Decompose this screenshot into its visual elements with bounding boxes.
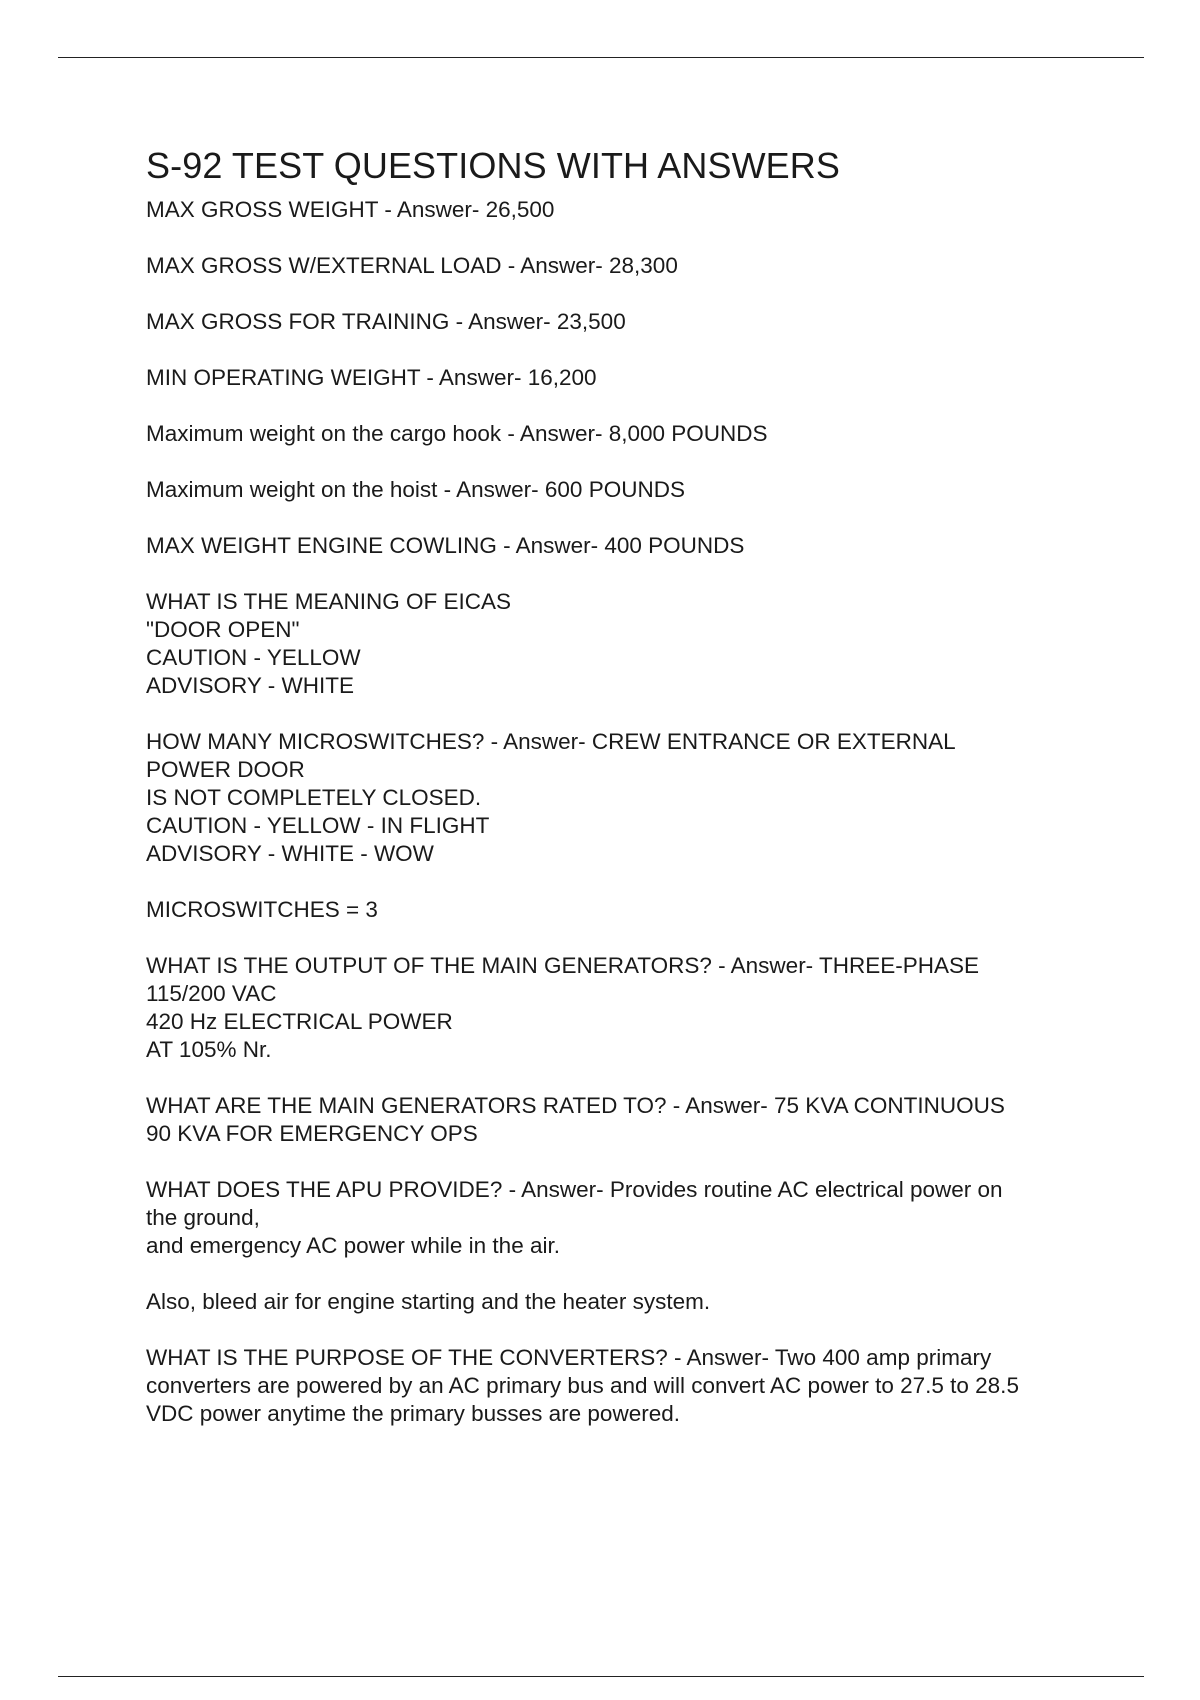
qa-line: WHAT IS THE PURPOSE OF THE CONVERTERS? - Answer- Two 400 amp primary xyxy=(146,1345,992,1370)
qa-line: MAX GROSS WEIGHT - Answer- 26,500 xyxy=(146,197,555,222)
qa-entry xyxy=(146,420,1096,448)
qa-entry xyxy=(146,1288,1096,1316)
qa-line: MAX GROSS FOR TRAINING - Answer- 23,500 xyxy=(146,309,626,334)
document-body xyxy=(146,138,1096,1456)
qa-entry xyxy=(146,896,1096,924)
qa-line: MICROSWITCHES = 3 xyxy=(146,897,378,922)
qa-line: "DOOR OPEN" xyxy=(146,617,300,642)
qa-line: MAX WEIGHT ENGINE COWLING - Answer- 400 POUNDS xyxy=(146,533,745,558)
qa-line: Maximum weight on the hoist - Answer- 600 POUNDS xyxy=(146,477,685,502)
qa-line: WHAT IS THE OUTPUT OF THE MAIN GENERATORS? - Answer- THREE-PHASE xyxy=(146,953,980,978)
qa-line: 420 Hz ELECTRICAL POWER xyxy=(146,1009,453,1034)
qa-entry xyxy=(146,952,1096,1064)
qa-line: WHAT DOES THE APU PROVIDE? - Answer- Provides routine AC electrical power on xyxy=(146,1177,1003,1202)
qa-line: ADVISORY - WHITE - WOW xyxy=(146,841,434,866)
qa-line: AT 105% Nr. xyxy=(146,1037,272,1062)
qa-line: Maximum weight on the cargo hook - Answer- 8,000 POUNDS xyxy=(146,421,768,446)
qa-entry xyxy=(146,364,1096,392)
page-title: S-92 TEST QUESTIONS WITH ANSWERS xyxy=(146,145,840,186)
qa-line: 90 KVA FOR EMERGENCY OPS xyxy=(146,1121,478,1146)
qa-line: VDC power anytime the primary busses are powered. xyxy=(146,1401,680,1426)
qa-line: MAX GROSS W/EXTERNAL LOAD - Answer- 28,300 xyxy=(146,253,678,278)
qa-line: ADVISORY - WHITE xyxy=(146,673,354,698)
qa-entry xyxy=(146,1092,1096,1148)
qa-line: 115/200 VAC xyxy=(146,981,277,1006)
qa-entry xyxy=(146,308,1096,336)
bottom-divider xyxy=(58,1676,1144,1677)
qa-line: CAUTION - YELLOW - IN FLIGHT xyxy=(146,813,490,838)
qa-entry xyxy=(146,728,1096,868)
qa-line: and emergency AC power while in the air. xyxy=(146,1233,560,1258)
qa-line: WHAT IS THE MEANING OF EICAS xyxy=(146,589,512,614)
qa-line: HOW MANY MICROSWITCHES? - Answer- CREW ENTRANCE OR EXTERNAL xyxy=(146,729,956,754)
qa-entry xyxy=(146,252,1096,280)
top-divider xyxy=(58,57,1144,58)
qa-line: the ground, xyxy=(146,1205,260,1230)
qa-entry xyxy=(146,532,1096,560)
qa-line: CAUTION - YELLOW xyxy=(146,645,361,670)
qa-entry xyxy=(146,1176,1096,1260)
qa-line: WHAT ARE THE MAIN GENERATORS RATED TO? - Answer- 75 KVA CONTINUOUS xyxy=(146,1093,1005,1118)
qa-list xyxy=(146,196,1096,1428)
qa-line: IS NOT COMPLETELY CLOSED. xyxy=(146,785,482,810)
qa-line: converters are powered by an AC primary bus and will convert AC power to 27.5 to 28.5 xyxy=(146,1373,1019,1398)
qa-line: POWER DOOR xyxy=(146,757,305,782)
qa-entry xyxy=(146,196,1096,224)
qa-line: Also, bleed air for engine starting and the heater system. xyxy=(146,1289,711,1314)
qa-entry xyxy=(146,1344,1096,1428)
qa-line: MIN OPERATING WEIGHT - Answer- 16,200 xyxy=(146,365,597,390)
qa-entry xyxy=(146,476,1096,504)
qa-entry xyxy=(146,588,1096,700)
